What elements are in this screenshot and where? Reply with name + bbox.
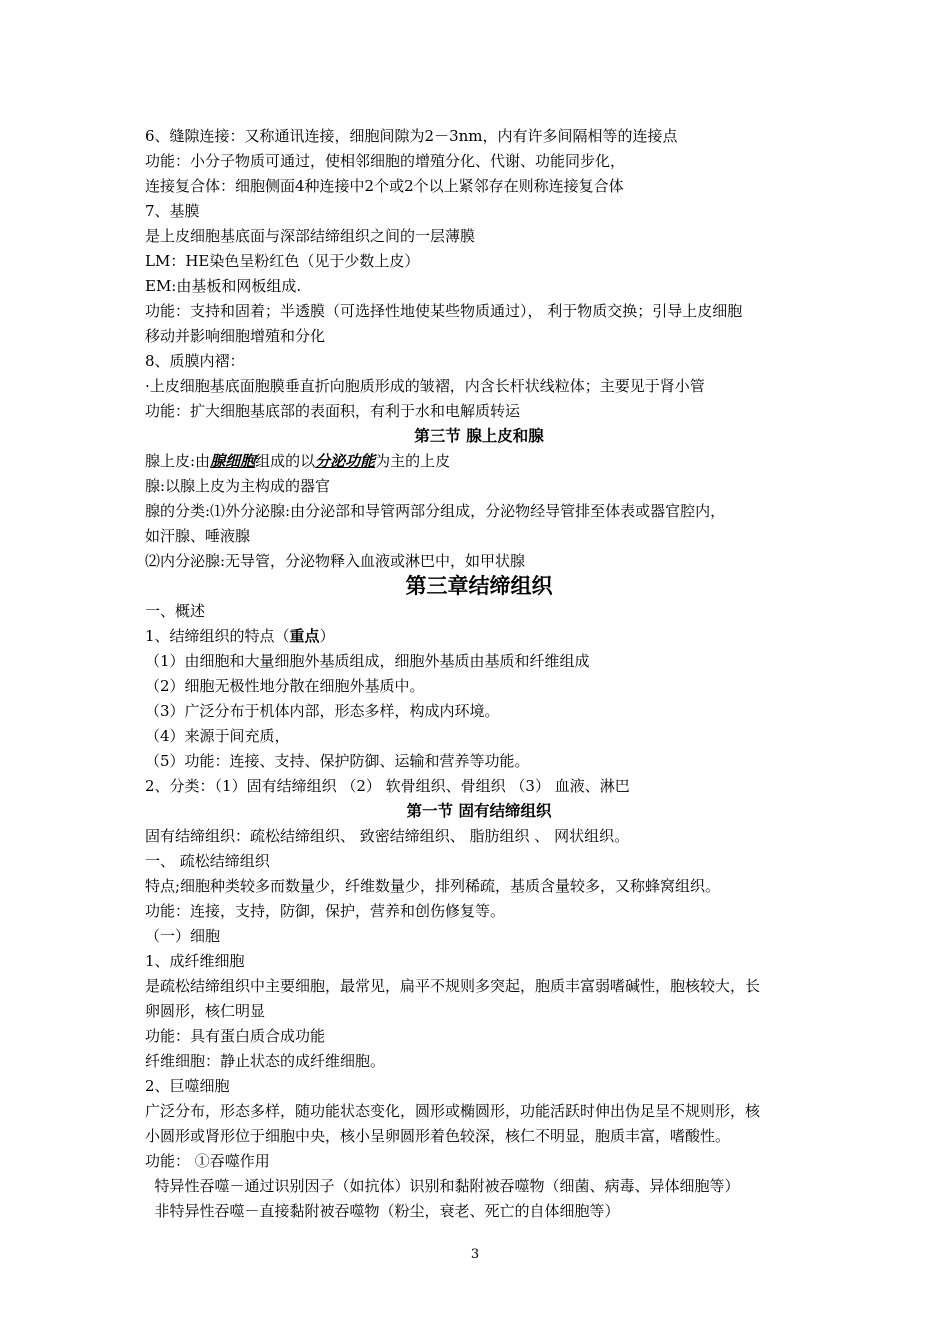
text-line: 功能：小分子物质可通过，使相邻细胞的增殖分化、代谢、功能同步化，	[145, 152, 626, 170]
text-line: （3）广泛分布于机体内部，形态多样，构成内环境。	[145, 702, 500, 720]
text-line: 功能：扩大细胞基底部的表面积，有利于水和电解质转运	[145, 402, 521, 420]
key-point-label: 重点	[289, 627, 320, 645]
chapter-title: 第三章结缔组织	[405, 574, 553, 598]
text-line: （4）来源于间充质，	[145, 727, 290, 745]
text-line: 7、基膜	[145, 202, 200, 220]
text-line: ·上皮细胞基底面胞膜垂直折向胞质形成的皱褶，内含长杆状线粒体；主要见于肾小管	[145, 377, 705, 395]
text-line: 功能：具有蛋白质合成功能	[145, 1027, 326, 1045]
text-line: 6、缝隙连接：又称通讯连接，细胞间隙为2－3nm，内有许多间隔相等的连接点	[145, 127, 678, 145]
text-line: ⑵内分泌腺:无导管，分泌物释入血液或淋巴中，如甲状腺	[145, 552, 526, 570]
glandular-definition	[145, 449, 813, 473]
text-line: 非特异性吞噬－直接黏附被吞噬物（粉尘，衰老、死亡的自体细胞等）	[145, 1202, 620, 1220]
text-line: 8、质膜内褶：	[145, 352, 245, 370]
text-line: 功能：支持和固着；半透膜（可选择性地使某些物质通过）， 利于物质交换；引导上皮细胞	[145, 302, 743, 320]
text-span: 腺上皮:由	[145, 452, 211, 470]
text-line: 功能： ①吞噬作用	[145, 1152, 270, 1170]
page-number: 3	[470, 1247, 480, 1262]
text-line: 移动并影响细胞增殖和分化	[145, 327, 326, 345]
text-line: 一、 疏松结缔组织	[145, 852, 270, 870]
keyword-gland-cell: 腺细胞	[210, 452, 256, 470]
text-line: 特异性吞噬－通过识别因子（如抗体）识别和黏附被吞噬物（细菌、病毒、异体细胞等）	[145, 1177, 740, 1195]
section-title: 第一节 固有结缔组织	[406, 802, 552, 820]
text-line: LM：HE染色呈粉红色（见于少数上皮）	[145, 252, 420, 270]
text-line: 小圆形或肾形位于细胞中央，核小呈卵圆形着色较深，核仁不明显，胞质丰富，嗜酸性。	[145, 1127, 731, 1145]
text-line: 2、巨噬细胞	[145, 1077, 230, 1095]
section-title: 第三节 腺上皮和腺	[414, 427, 544, 445]
text-line: 如汗腺、唾液腺	[145, 527, 251, 545]
text-line: 功能：连接，支持，防御，保护，营养和创伤修复等。	[145, 902, 506, 920]
text-line: 固有结缔组织：疏松结缔组织、 致密结缔组织、 脂肪组织 、 网状组织。	[145, 827, 630, 845]
text-line: EM:由基板和网板组成.	[145, 277, 302, 295]
feature-heading	[145, 624, 813, 648]
text-line: 纤维细胞：静止状态的成纤维细胞。	[145, 1052, 386, 1070]
text-line: 是疏松结缔组织中主要细胞，最常见，扁平不规则多突起，胞质丰富弱嗜碱性，胞核较大，长	[145, 977, 761, 995]
text-span: ）	[319, 627, 335, 645]
text-line: （2）细胞无极性地分散在细胞外基质中。	[145, 677, 425, 695]
keyword-secretion: 分泌功能	[315, 452, 376, 470]
text-line: （1）由细胞和大量细胞外基质组成，细胞外基质由基质和纤维组成	[145, 652, 590, 670]
text-line: 卵圆形，核仁明显	[145, 1002, 266, 1020]
text-span: 1、结缔组织的特点（	[145, 627, 290, 645]
text-span: 组成的以	[255, 452, 316, 470]
text-line: 是上皮细胞基底面与深部结缔组织之间的一层薄膜	[145, 227, 476, 245]
text-line: 特点;细胞种类较多而数量少，纤维数量少，排列稀疏，基质含量较多，又称蜂窝组织。	[145, 877, 721, 895]
text-line: 腺:以腺上皮为主构成的器官	[145, 477, 331, 495]
text-line: 连接复合体：细胞侧面4种连接中2个或2个以上紧邻存在则称连接复合体	[145, 177, 624, 195]
text-span: 为主的上皮	[375, 452, 451, 470]
text-line: 2、分类：（1）固有结缔组织 （2） 软骨组织、骨组织 （3） 血液、淋巴	[145, 777, 630, 795]
text-line: 广泛分布，形态多样，随功能状态变化，圆形或椭圆形，功能活跃时伸出伪足呈不规则形，核	[145, 1102, 761, 1120]
text-line: 腺的分类:⑴外分泌腺:由分泌部和导管两部分组成，分泌物经导管排至体表或器官腔内，	[145, 502, 726, 520]
text-line: 一、概述	[145, 602, 206, 620]
text-line: （5）功能：连接、支持、保护防御、运输和营养等功能。	[145, 752, 530, 770]
text-line: （一）细胞	[145, 927, 221, 945]
text-line: 1、成纤维细胞	[145, 952, 245, 970]
